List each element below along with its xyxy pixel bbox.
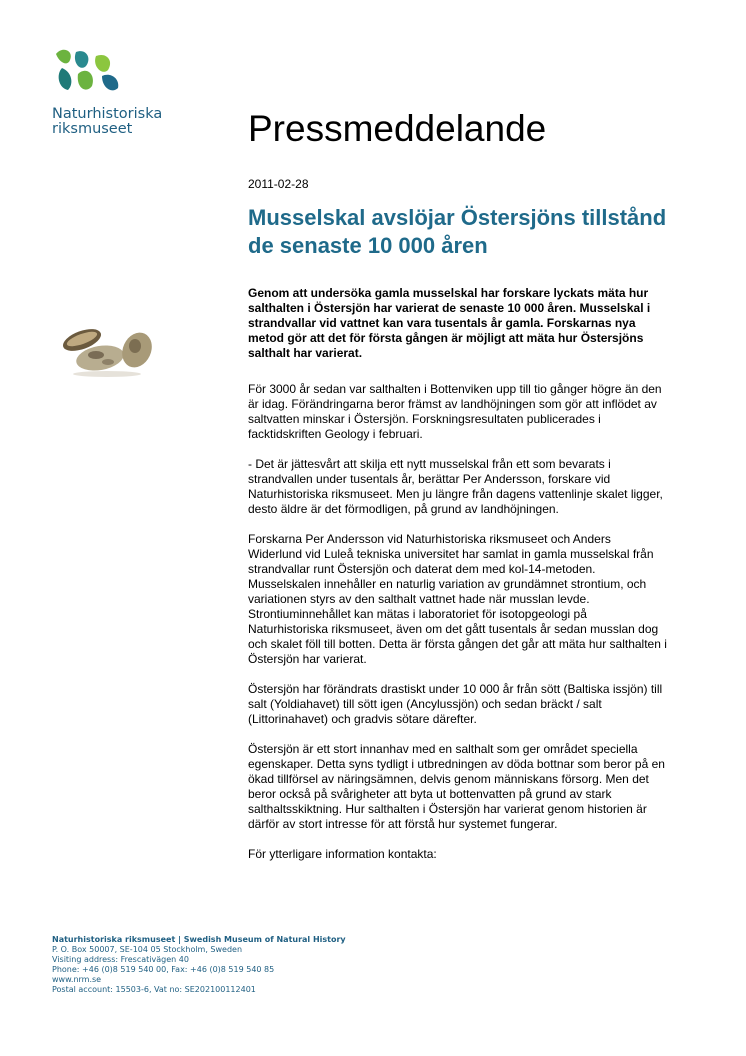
mussel-shells-image	[52, 320, 162, 380]
logo-name-line2: riksmuseet	[52, 121, 133, 137]
release-date: 2011-02-28	[248, 177, 309, 191]
footer-phone: Phone: +46 (0)8 519 540 00, Fax: +46 (0)8 519 540 85	[52, 965, 275, 974]
press-release-body	[248, 286, 668, 877]
body-paragraph: Forskarna Per Andersson vid Naturhistoriska riksmuseet och Anders Widerlund vid Luleå tekniska universitet har samlat in gamla musselskal från strandvallar runt Östersjön och daterat dem med kol-14-metoden. Musselskalen innehåller en naturlig variation av grundämnet strontium, och variationen styrs av den salthalt vattnet hade när musslan levde. Strontiuminnehållet kan mätas i laboratoriet för isotopgeologi på Naturhistoriska riksmuseet, även om det gått tusentals år sedan musslan dog och skalet föll till botten. Detta är första gången det går att mäta hur salthalten i Östersjön har varierat.	[248, 532, 667, 666]
footer-address: P. O. Box 50007, SE-104 05 Stockholm, Sweden	[52, 945, 243, 954]
footer-web-link[interactable]: www.nrm.se	[52, 975, 102, 984]
museum-logo-icon	[52, 48, 124, 94]
body-paragraph: Östersjön har förändrats drastiskt under 10 000 år från sött (Baltiska issjön) till salt (Yoldiahavet) till sött igen (Ancylussjön) och sedan bräckt / salt (Littorinahavet) och gradvis sötare därefter.	[248, 682, 663, 726]
footer-postal: Postal account: 15503-6, Vat no: SE202100112401	[52, 985, 256, 994]
footer-org: Naturhistoriska riksmuseet | Swedish Museum of Natural History	[52, 935, 346, 944]
body-paragraph: För 3000 år sedan var salthalten i Bottenviken upp till tio gånger högre än den är idag. Förändringarna beror främst av landhöjningen som gör att inflödet av saltvatten minskar i Östersjön. Forskningsresultaten publicerades i facktidskriften Geology i februari.	[248, 382, 662, 441]
logo-name-line1: Naturhistoriska	[52, 106, 163, 122]
lead-paragraph: Genom att undersöka gamla musselskal har forskare lyckats mäta hur salthalten i Östersjön har varierat de senaste 10 000 åren. Musselskal i strandvallar vid vattnet kan vara tusentals år gamla. Forskarnas nya metod gör att det för första gången är möjligt att mäta hur Östersjöns salthalt har varierat.	[248, 286, 651, 360]
footer-visiting: Visiting address: Frescativägen 40	[52, 955, 189, 964]
body-paragraph: Östersjön är ett stort innanhav med en salthalt som ger området speciella egenskaper. Detta syns tydligt i utbredningen av döda bottnar som beror på en ökad tillförsel av näringsämnen, delvis genom människans försorg. Men det beror också på svårigheter att byta ut bottenvatten på grund av stark salthaltsskiktning. Hur salthalten i Östersjön har varierat genom historien är därför av stort intresse för att förstå hur systemet fungerar.	[248, 742, 665, 831]
body-paragraph: - Det är jättesvårt att skilja ett nytt musselskal från ett som bevarats i strandvallen under tusentals år, berättar Per Andersson, forskare vid Naturhistoriska riksmuseet. Men ju längre från dagens vattenlinje skalet ligger, desto äldre är det förmodligen, på grund av landhöjningen.	[248, 457, 663, 516]
museum-logo	[52, 48, 172, 137]
contact-paragraph: För ytterligare information kontakta:	[248, 847, 437, 861]
headline: Musselskal avslöjar Östersjöns tillstånd de senaste 10 000 åren	[248, 205, 667, 258]
footer	[52, 935, 346, 995]
page-title: Pressmeddelande	[248, 108, 547, 149]
